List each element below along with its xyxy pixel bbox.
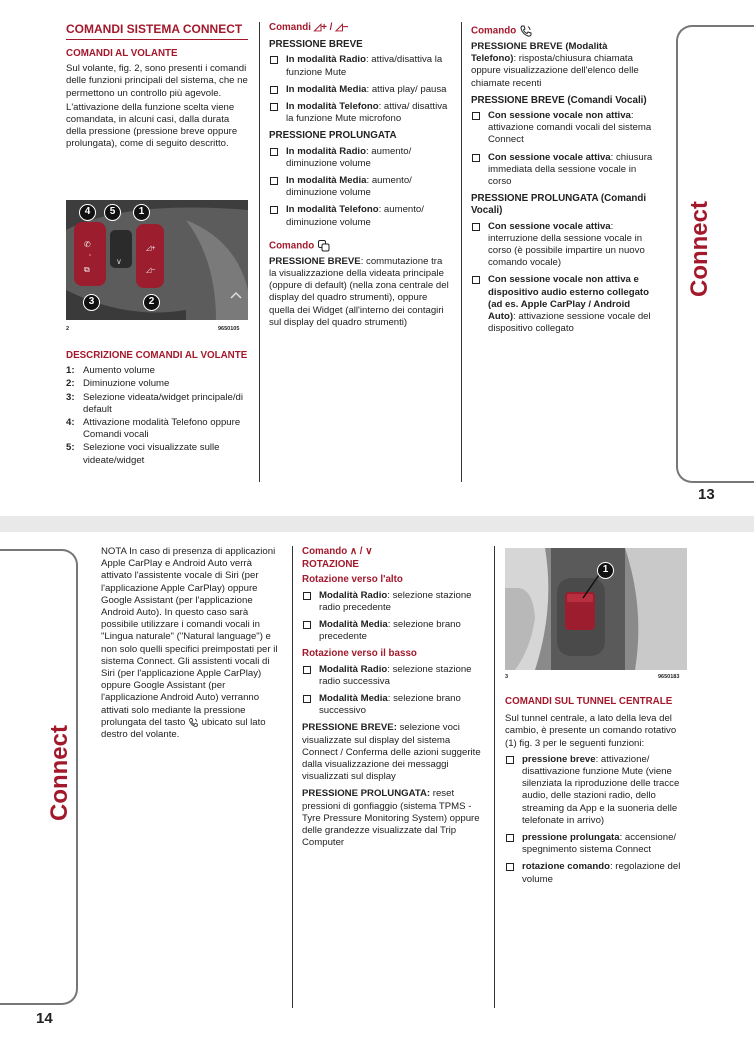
list-item: In modalità Telefono: attiva/ disattiva la funzione Mute microfono: [269, 101, 449, 125]
paragraph: PRESSIONE PROLUNGATA: reset pressioni di gonfiaggio (sistema TPMS - Tyre Pressure Monitoring System) oppure delle grandezze visualizzate dal Trip Computer: [302, 788, 480, 849]
steering-wheel-figure: [66, 200, 248, 320]
short-press-title: PRESSIONE BREVE: [269, 39, 363, 51]
note-column: [101, 546, 283, 743]
page-number: 13: [698, 486, 715, 503]
command-heading: Comando ∧ / ∨: [302, 546, 373, 557]
widget-screen-icon: [317, 239, 331, 253]
list-item: Con sessione vocale non attiva: attivazione comandi vocali del sistema Connect: [471, 110, 653, 147]
figure-code: 9650183: [658, 674, 680, 680]
column-1: [66, 22, 248, 153]
svg-text:◿−: ◿−: [146, 267, 156, 274]
subsection-title: DESCRIZIONE COMANDI AL VOLANTE: [66, 350, 248, 361]
section-title: COMANDI SISTEMA CONNECT: [66, 22, 248, 40]
subsection-title: COMANDI SUL TUNNEL CENTRALE: [505, 696, 673, 707]
long-press-voice-title: PRESSIONE PROLUNGATA (Comandi Vocali): [471, 193, 647, 217]
list-item: In modalità Media: aumento/ diminuzione volume: [269, 175, 449, 199]
callout-5: 5: [104, 204, 121, 221]
page-number: 14: [36, 1010, 53, 1027]
figure-number: 3: [505, 674, 509, 680]
page-13: [0, 0, 754, 516]
command-heading: Comando: [471, 24, 653, 38]
figure-code: 9650105: [218, 326, 240, 332]
column-divider: [494, 546, 495, 1008]
list-item: pressione prolungata: accensione/ spegnimento sistema Connect: [505, 832, 687, 856]
rotation-down-title: Rotazione verso il basso: [302, 648, 417, 660]
callout-4: 4: [79, 204, 96, 221]
svg-text:✆: ✆: [84, 240, 91, 249]
paragraph: PRESSIONE BREVE: commutazione tra la visualizzazione della videata principale (oppure di default) (nella zona centrale del display del quadro strumenti), oppure quella dei Widget (all'interno dei contagiri sul display del quadro strumenti): [269, 255, 449, 328]
short-press-voice-title: PRESSIONE BREVE (Comandi Vocali): [471, 94, 647, 106]
svg-text:◿+: ◿+: [146, 245, 156, 252]
svg-text:∨: ∨: [116, 257, 122, 266]
section-tab-label: Connect: [46, 725, 73, 821]
paragraph: PRESSIONE BREVE (Modalità Telefono): risposta/chiusura chiamata oppure visualizzazione dell'elenco delle chiamate recenti: [471, 41, 639, 89]
paragraph: Sul tunnel centrale, a lato della leva del cambio, è presente un comando rotativo (1) fig. 3 per le seguenti funzioni:: [505, 713, 677, 749]
list-item: Con sessione vocale attiva: chiusura immediata della sessione vocale in corso: [471, 152, 653, 189]
column-divider: [461, 22, 462, 482]
list-item: In modalità Media: attiva play/ pausa: [269, 84, 449, 96]
list-item: 2: Diminuzione volume: [66, 378, 170, 390]
callout-2: 2: [143, 294, 160, 311]
column-3: [471, 22, 653, 340]
paragraph: L'attivazione della funzione scelta viene comandata, in alcuni casi, dalla durata della pressione (pressione breve oppure prolungata), come di seguito descritto.: [66, 101, 238, 150]
column-divider: [292, 546, 293, 1008]
paragraph: Sul volante, fig. 2, sono presenti i comandi delle funzioni principali del sistema, che ne permettono un controllo più agevole.: [66, 63, 248, 99]
column-divider: [259, 22, 260, 482]
column-2: [269, 22, 449, 331]
list-item: 3: Selezione videata/widget principale/di default: [66, 391, 243, 415]
list-item: Modalità Media: selezione brano precedente: [302, 619, 484, 643]
note-paragraph: NOTA In caso di presenza di applicazioni Apple CarPlay e Android Auto verrà attivato l'assistente vocale di Siri (per l'applicazione Apple CarPlay) oppure Google Assistant (per l'applicazione Android Auto). In questo caso sarà possibile utilizzare i comandi vocali in "Lingua naturale" ("Natural language") e non solo quelli specifici preimpostati per il sistema Connect. Gli assistenti vocali di Siri (per l'applicazione Apple CarPlay) oppure Google Assistant (per l'applicazione Android Auto) verranno attivati solo mediante la pressione prolungata del tasto ubicato sul lato destro del volante.: [101, 546, 278, 741]
list-item: Modalità Media: selezione brano successivo: [302, 693, 484, 717]
paragraph: PRESSIONE BREVE: selezione voci visualizzate sul display del sistema Connect / Conferma delle azioni suggerite dalla visualizzazione dei messaggi visualizzati sul display: [302, 722, 481, 783]
list-item: 4: Attivazione modalità Telefono oppure Comandi vocali: [66, 417, 241, 441]
list-item: pressione breve: attivazione/ disattivazione funzione Mute (viene silenziata la riproduzione delle tracce audio, delle stazioni radio, dello streaming da App e la suoneria delle telefonate in arrivo): [505, 754, 687, 827]
list-item: Con sessione vocale attiva: interruzione della sessione vocale in corso (è possibile impartire un nuovo comando vocale): [471, 221, 653, 270]
rotary-column: [302, 546, 484, 851]
page-14: [0, 532, 754, 1050]
list-item: Modalità Radio: selezione stazione radio precedente: [302, 590, 484, 614]
tunnel-column: [505, 696, 687, 891]
command-heading: Comando: [269, 239, 449, 253]
list-item: In modalità Radio: aumento/ diminuzione volume: [269, 146, 449, 170]
list-item: In modalità Telefono: aumento/ diminuzione volume: [269, 204, 449, 228]
phone-voice-icon: [188, 717, 199, 728]
list-item: 1: Aumento volume: [66, 365, 155, 377]
list-item: Modalità Radio: selezione stazione radio successiva: [302, 664, 484, 688]
list-item: In modalità Radio: attiva/disattiva la funzione Mute: [269, 54, 449, 78]
figure-number: 2: [66, 326, 70, 332]
command-heading: Comandi ◿+ / ◿−: [269, 22, 349, 33]
subsection-title: COMANDI AL VOLANTE: [66, 48, 178, 59]
description-block: [66, 348, 248, 468]
long-press-title: PRESSIONE PROLUNGATA: [269, 130, 397, 142]
list-item: Con sessione vocale non attiva e dispositivo audio esterno collegato (ad es. Apple CarPlay / Android Auto): attivazione sessione vocale del dispositivo collegato: [471, 274, 653, 335]
tunnel-knob-figure: [505, 548, 687, 670]
section-tab-label: Connect: [686, 201, 713, 297]
phone-voice-icon: [519, 24, 533, 38]
callout-3: 3: [83, 294, 100, 311]
callout-1: 1: [133, 204, 150, 221]
rotation-up-title: Rotazione verso l'alto: [302, 574, 403, 586]
tunnel-knob-illustration: [505, 548, 687, 670]
list-item: 5: Selezione voci visualizzate sulle videate/widget: [66, 442, 220, 466]
rotation-title: ROTAZIONE: [302, 559, 359, 571]
svg-text:⧉: ⧉: [84, 265, 90, 274]
list-item: rotazione comando: regolazione del volume: [505, 861, 687, 885]
callout-1: 1: [597, 562, 614, 579]
